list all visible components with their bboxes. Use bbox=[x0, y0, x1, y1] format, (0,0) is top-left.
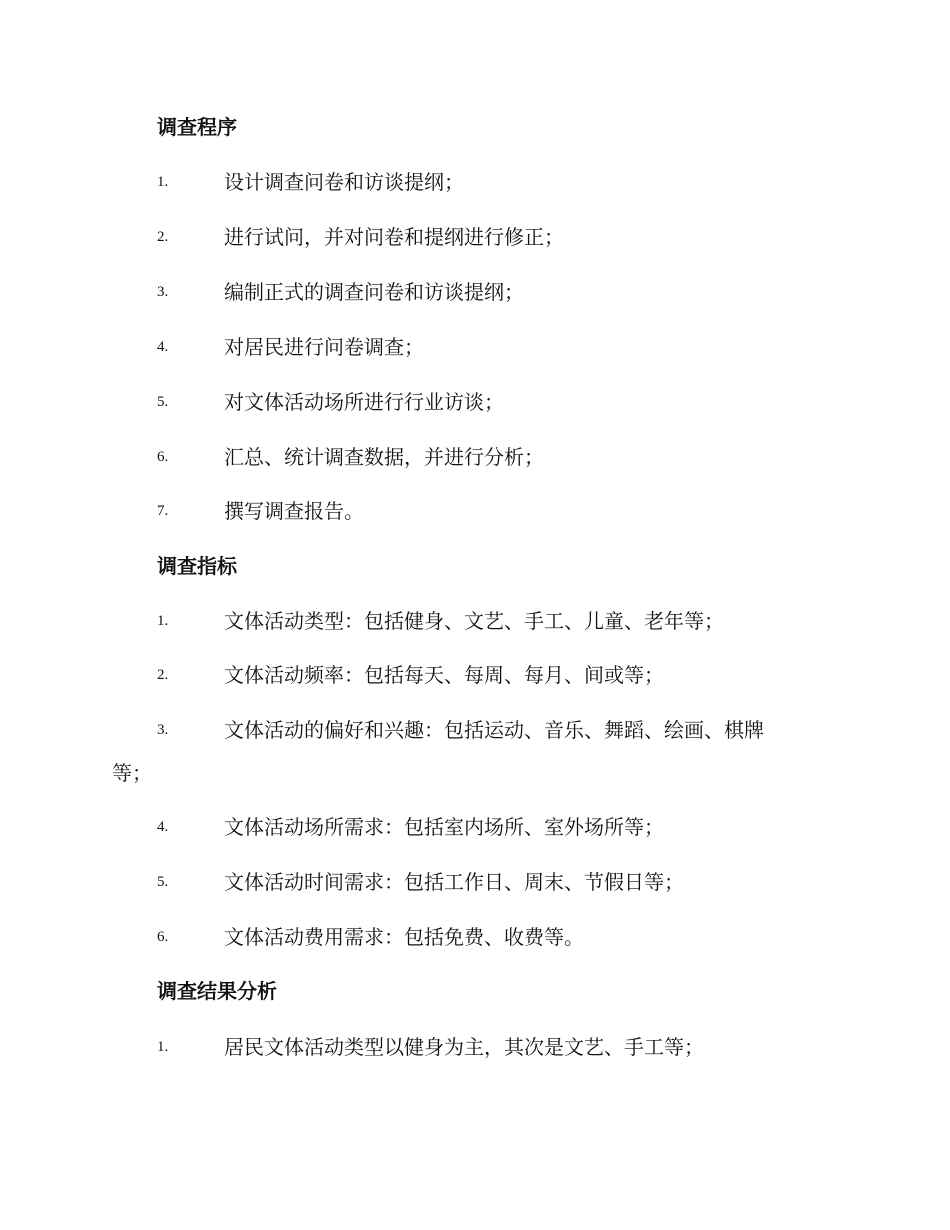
list-number: 5. bbox=[157, 874, 169, 890]
list-text: 居民文体活动类型以健身为主，其次是文艺、手工等； bbox=[224, 1035, 704, 1059]
list-text: 设计调查问卷和访谈提纲； bbox=[224, 170, 464, 194]
list-item bbox=[0, 868, 950, 896]
list-number: 4. bbox=[157, 819, 169, 835]
list-number: 6. bbox=[157, 449, 169, 465]
list-text: 文体活动费用需求：包括免费、收费等。 bbox=[224, 925, 584, 949]
list-item bbox=[0, 716, 950, 744]
list-item bbox=[0, 1033, 950, 1061]
list-text: 编制正式的调查问卷和访谈提纲； bbox=[224, 280, 524, 304]
list-text: 文体活动的偏好和兴趣：包括运动、音乐、舞蹈、绘画、棋牌 bbox=[224, 718, 764, 742]
list-item bbox=[0, 443, 950, 471]
list-number: 1. bbox=[157, 1039, 169, 1055]
list-text-continuation: 等； bbox=[112, 761, 152, 785]
list-number: 1. bbox=[157, 174, 169, 190]
list-text: 文体活动频率：包括每天、每周、每月、间或等； bbox=[224, 663, 664, 687]
list-text: 文体活动时间需求：包括工作日、周末、节假日等； bbox=[224, 870, 684, 894]
list-number: 3. bbox=[157, 722, 169, 738]
list-number: 2. bbox=[157, 229, 169, 245]
list-text: 对文体活动场所进行行业访谈； bbox=[224, 390, 504, 414]
section-title-analysis: 调查结果分析 bbox=[157, 979, 277, 1003]
list-number: 5. bbox=[157, 394, 169, 410]
list-text: 进行试问，并对问卷和提纲进行修正； bbox=[224, 225, 564, 249]
list-text: 撰写调查报告。 bbox=[224, 499, 364, 523]
list-item bbox=[0, 168, 950, 196]
list-number: 7. bbox=[157, 503, 169, 519]
list-number: 2. bbox=[157, 667, 169, 683]
list-item bbox=[0, 333, 950, 361]
list-number: 3. bbox=[157, 284, 169, 300]
list-item bbox=[0, 223, 950, 251]
list-item bbox=[0, 813, 950, 841]
list-number: 4. bbox=[157, 339, 169, 355]
list-text: 文体活动场所需求：包括室内场所、室外场所等； bbox=[224, 815, 664, 839]
list-item bbox=[0, 278, 950, 306]
list-item bbox=[0, 661, 950, 689]
list-number: 1. bbox=[157, 613, 169, 629]
section-title-indicators: 调查指标 bbox=[157, 554, 237, 578]
list-text: 对居民进行问卷调查； bbox=[224, 335, 424, 359]
section-title-procedure: 调查程序 bbox=[157, 115, 237, 139]
list-text: 汇总、统计调查数据，并进行分析； bbox=[224, 445, 544, 469]
list-item bbox=[0, 607, 950, 635]
list-item bbox=[0, 923, 950, 951]
list-text: 文体活动类型：包括健身、文艺、手工、儿童、老年等； bbox=[224, 609, 724, 633]
list-number: 6. bbox=[157, 929, 169, 945]
list-item bbox=[0, 388, 950, 416]
list-item bbox=[0, 497, 950, 525]
